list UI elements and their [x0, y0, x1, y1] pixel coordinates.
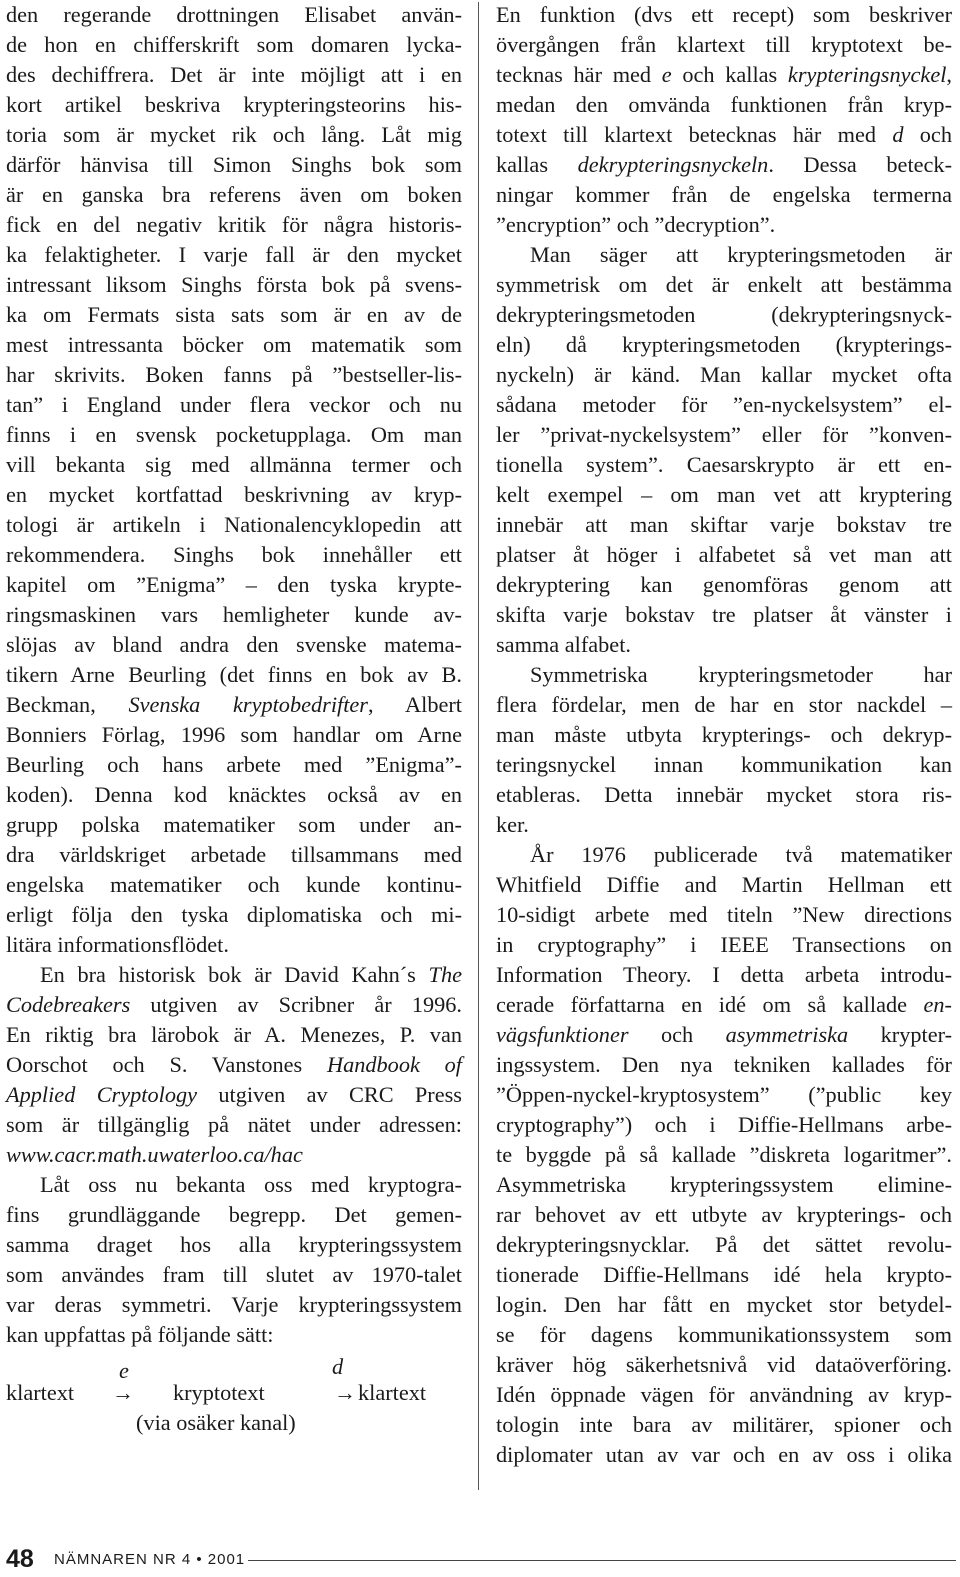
right-text-line: ”encryption” och ”decryption”.: [496, 212, 776, 237]
right-text-line: te byggde på så kallade ”diskreta logaritmer”.: [496, 1142, 952, 1167]
right-text-line: sådana metoder för ”en-nyckelsystem” el-: [496, 392, 952, 417]
right-text-line: dekrypteringsmetoden (dekrypteringsnyck-: [496, 302, 952, 327]
right-text-line: Whitfield Diffie and Martin Hellman ett: [496, 872, 952, 897]
left-text-line: har skrivits. Boken fanns på ”bestseller-lis-: [6, 362, 462, 387]
left-text-line: En riktig bra lärobok är A. Menezes, P. van: [6, 1022, 462, 1047]
left-text-line: intressant liksom Singhs första bok på svens-: [6, 272, 462, 297]
right-text-line: vägsfunktioner och asymmetriska krypter-: [496, 1022, 952, 1047]
right-text-line: skifta varje bokstav tre platser åt vänster i: [496, 602, 952, 627]
right-text-line: kallas dekrypteringsnyckeln. Dessa beteck-: [496, 152, 952, 177]
formula-key-e: e: [119, 1358, 129, 1383]
left-text-line: är en ganska bra referens även om boken: [6, 182, 462, 207]
formula-plaintext-right: klartext: [358, 1380, 427, 1405]
formula-arrow-e: →: [112, 1380, 134, 1405]
right-text-line: ingssystem. Den nya tekniken kallades för: [496, 1052, 952, 1077]
right-text-line: nyckeln) är känd. Man kallar mycket ofta: [496, 362, 952, 387]
left-text-line: som är tillgänglig på nätet under adressen:: [6, 1112, 462, 1137]
right-text-line: Man säger att krypteringsmetoden är: [530, 242, 952, 267]
left-text-line: Låt oss nu bekanta oss med kryptogra-: [40, 1172, 462, 1197]
left-text-line: tikern Arne Beurling (det finns en bok av B.: [6, 662, 462, 687]
right-text-line: login. Den har fått en mycket stor betydel-: [496, 1292, 952, 1317]
left-text-line: erligt följa den tyska diplomatiska och mi-: [6, 902, 462, 927]
left-text-line: fins grundläggande begrepp. Det gemen-: [6, 1202, 462, 1227]
left-text-line: den regerande drottningen Elisabet använ-: [6, 2, 462, 27]
right-text-line: År 1976 publicerade två matematiker: [530, 842, 952, 867]
right-text-line: eln) då krypteringsmetoden (krypterings-: [496, 332, 952, 357]
left-text-line: des dechiffrera. Det är inte möjligt att i en: [6, 62, 462, 87]
page-number: 48: [6, 1545, 34, 1573]
left-text-line: samma draget hos alla krypteringssystem: [6, 1232, 462, 1257]
left-text-line: de hon en chifferskrift som domaren lycka-: [6, 32, 462, 57]
right-text-line: platser åt höger i alfabetet så vet man att: [496, 542, 952, 567]
left-text-line: grupp polska matematiker som under an-: [6, 812, 462, 837]
right-text-line: symmetrisk om det är enkelt att bestämma: [496, 272, 952, 297]
right-text-line: ningar kommer från de engelska termerna: [496, 182, 952, 207]
left-text-line: tan” i England under flera veckor och nu: [6, 392, 462, 417]
right-text-line: cerade författarna en idé om så kallade en-: [496, 992, 952, 1017]
left-text-line: Beurling och hans arbete med ”Enigma”-: [6, 752, 462, 777]
formula-plaintext-left: klartext: [6, 1380, 75, 1405]
encryption-formula: [6, 1354, 462, 1448]
left-text-line: litära informationsflödet.: [6, 932, 229, 957]
right-text-line: Idén öppnade vägen för användning av kryp-: [496, 1382, 952, 1407]
right-text-line: innebär att man skiftar varje bokstav tre: [496, 512, 952, 537]
right-text-line: dekryptering kan genomföras genom att: [496, 572, 952, 597]
left-text-line: vill bekanta sig med allmänna termer och: [6, 452, 462, 477]
formula-ciphertext: kryptotext: [173, 1380, 265, 1405]
right-text-line: rar behovet av ett utbyte av krypterings- och: [496, 1202, 952, 1227]
left-text-line: ringsmaskinen vars hemligheter kunde av-: [6, 602, 462, 627]
formula-arrow-d: →: [334, 1380, 356, 1405]
right-text-line: man måste utbyta krypterings- och dekryp-: [496, 722, 952, 747]
left-text-line: toria som är mycket rik och lång. Låt mig: [6, 122, 462, 147]
left-text-line: ka om Fermats sista sats som är en av de: [6, 302, 462, 327]
left-text-line: som användes fram till slutet av 1970-talet: [6, 1262, 462, 1287]
left-text-line: ka felaktigheter. I varje fall är den mycket: [6, 242, 462, 267]
right-text-line: diplomater utan av var och en av oss i olika: [496, 1442, 952, 1467]
right-text-line: Symmetriska krypteringsmetoder har: [530, 662, 952, 687]
left-text-line: engelska matematiker och kunde kontinu-: [6, 872, 462, 897]
right-text-line: in cryptography” i IEEE Transections on: [496, 932, 952, 957]
left-text-line: Applied Cryptology utgiven av CRC Press: [6, 1082, 462, 1107]
right-text-line: se för dagens kommunikationssystem som: [496, 1322, 952, 1347]
right-text-line: tecknas här med e och kallas krypteringsnyckel,: [496, 62, 952, 87]
left-text-line: finns i en svensk pocketupplaga. Om man: [6, 422, 462, 447]
right-text-line: tionerade Diffie-Hellmans idé hela krypto-: [496, 1262, 952, 1287]
right-text-line: etableras. Detta innebär mycket stora ris-: [496, 782, 952, 807]
left-text-line: kapitel om ”Enigma” – den tyska krypte-: [6, 572, 462, 597]
left-text-line: Beckman, Svenska kryptobedrifter, Albert: [6, 692, 462, 717]
column-divider: [478, 2, 479, 1490]
left-text-line: kan uppfattas på följande sätt:: [6, 1322, 274, 1347]
left-text-line: fick en del negativ kritik för några historis-: [6, 212, 462, 237]
right-text-line: teringsnyckel innan kommunikation kan: [496, 752, 952, 777]
right-text-line: dekrypteringsnycklar. På det sättet revolu-: [496, 1232, 952, 1257]
left-text-line: dra världskriget arbetade tillsammans med: [6, 842, 462, 867]
formula-key-d: d: [332, 1354, 344, 1379]
right-text-line: medan den omvända funktionen från kryp-: [496, 92, 952, 117]
right-text-line: ler ”privat-nyckelsystem” eller för ”konven-: [496, 422, 952, 447]
footer-rule: [248, 1560, 956, 1561]
left-text-line: var deras symmetri. Varje krypteringssystem: [6, 1292, 462, 1317]
right-text-line: ”Öppen-nyckel-kryptosystem” (”public key: [496, 1082, 952, 1107]
right-text-line: Information Theory. I detta arbeta introdu-: [496, 962, 952, 987]
right-text-line: cryptography”) och i Diffie-Hellmans arbe-: [496, 1112, 952, 1137]
left-text-line: tologi är artikeln i Nationalencyklopedin att: [6, 512, 462, 537]
right-text-line: övergången från klartext till kryptotext be-: [496, 32, 952, 57]
left-text-line: en mycket kortfattad beskrivning av kryp-: [6, 482, 462, 507]
right-text-line: tologin inte bara av militärer, spioner och: [496, 1412, 952, 1437]
formula-channel-note: (via osäker kanal): [136, 1410, 296, 1435]
left-text-line: Bonniers Förlag, 1996 som handlar om Arne: [6, 722, 462, 747]
left-text-line: därför hänvisa till Simon Singhs bok som: [6, 152, 462, 177]
page-footer: [6, 1545, 956, 1573]
right-text-line: ker.: [496, 812, 529, 837]
left-text-line: slöjas av bland andra den svenske matema-: [6, 632, 462, 657]
left-text-line: rekommendera. Singhs bok innehåller ett: [6, 542, 462, 567]
right-text-line: samma alfabet.: [496, 632, 631, 657]
journal-title: NÄMNAREN NR 4 • 2001: [54, 1551, 246, 1568]
right-text-line: totext till klartext betecknas här med d och: [496, 122, 952, 147]
left-text-line: Oorschot och S. Vanstones Handbook of: [6, 1052, 462, 1077]
right-text-line: kelt exempel – om man vet att kryptering: [496, 482, 952, 507]
left-text-line: koden). Denna kod knäcktes också av en: [6, 782, 462, 807]
right-text-line: 10-sidigt arbete med titeln ”New directions: [496, 902, 952, 927]
right-text-line: tionella system”. Caesarskrypto är ett en-: [496, 452, 952, 477]
right-text-line: flera fördelar, men de har en stor nackdel –: [496, 692, 952, 717]
left-text-line: mest intressanta böcker om matematik som: [6, 332, 462, 357]
left-text-line: kort artikel beskriva krypteringsteorins his-: [6, 92, 462, 117]
right-text-line: kräver hög säkerhetsnivå vid dataöverföring.: [496, 1352, 952, 1377]
left-text-line: En bra historisk bok är David Kahn´s The: [40, 962, 462, 987]
left-text-line: www.cacr.math.uwaterloo.ca/hac: [6, 1142, 303, 1167]
left-text-line: Codebreakers utgiven av Scribner år 1996.: [6, 992, 462, 1017]
right-text-line: En funktion (dvs ett recept) som beskriver: [496, 2, 952, 27]
right-text-line: Asymmetriska krypteringssystem eliminе-: [496, 1172, 952, 1197]
